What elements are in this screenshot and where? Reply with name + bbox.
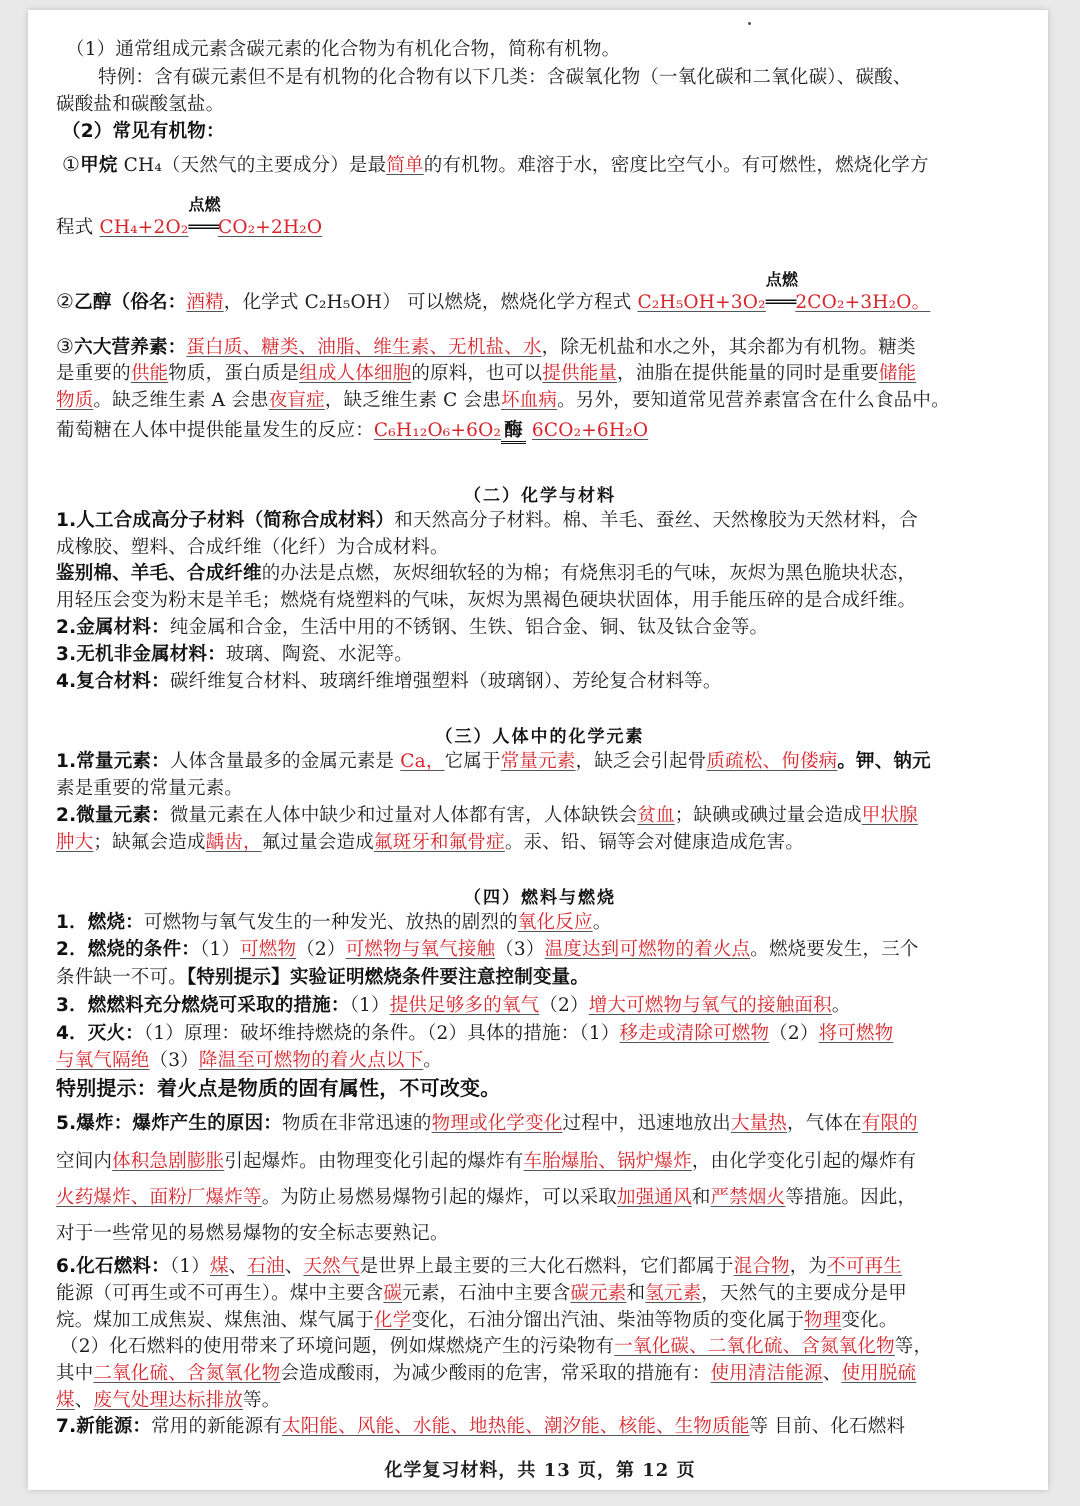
methane-equation-line: 程式 CH₄+2O₂ 点燃 ═══CO₂+2H₂O (56, 214, 1016, 241)
nutrients-line-3: 物质。缺乏维生素 A 会患夜盲症，缺乏维生素 C 会患坏血病。另外，要知道常见营养素富含在什么食品中。 (56, 390, 950, 411)
intro-line-1: （1）通常组成元素含碳元素的化合物为有机化合物，简称有机物。 (66, 39, 621, 60)
sec4-line-12: 6.化石燃料：（1）煤、石油、天然气是世界上最主要的三大化石燃料，它们都属于混合物，为不可再生 (56, 1256, 902, 1277)
page-footer: 化学复习材料，共 13 页，第 12 页 (384, 1460, 696, 1481)
section-3-title: （三）人体中的化学元素 (435, 727, 645, 747)
sec2-line-2: 成橡胶、塑料、合成纤维（化纤）为合成材料。 (56, 537, 449, 558)
sec3-line-4: 肿大；缺氟会造成龋齿，氟过量会造成氟斑牙和氟骨症。汞、铅、镉等会对健康造成危害。 (56, 832, 805, 853)
speck (748, 22, 751, 25)
sec3-line-1: 1.常量元素：人体含量最多的金属元素是 Ca，它属于常量元素，缺乏会引起骨质疏松、佝偻病。钾、钠元 (56, 751, 931, 772)
section-2-title: （二）化学与材料 (464, 486, 616, 506)
sec2-line-7: 4.复合材料：碳纤维复合材料、玻璃纤维增强塑料（玻璃钢）、芳纶复合材料等。 (56, 671, 722, 692)
sec4-line-3: 条件缺一不可。【特别提示】实验证明燃烧条件要注意控制变量。 (56, 967, 590, 988)
sec4-line-4: 3．燃燃料充分燃烧可采取的措施：（1）提供足够多的氧气（2）增大可燃物与氧气的接触面积。 (56, 995, 851, 1016)
sec4-line-1: 1．燃烧：可燃物与氧气发生的一种发光、放热的剧烈的氧化反应。 (56, 912, 612, 933)
sec4-line-11: 对于一些常见的易燃易爆物的安全标志要熟记。 (56, 1223, 449, 1244)
sec4-line-15: （2）化石燃料的使用带来了环境问题，例如煤燃烧产生的污染物有一氧化碳、二氧化硫、含氮氧化物等， (60, 1336, 933, 1357)
sec4-line-18: 7.新能源：常用的新能源有太阳能、风能、水能、地热能、潮汐能、核能、生物质能等 目前、化石燃料 (56, 1416, 906, 1437)
sec2-line-4: 用轻压会变为粉末是羊毛；燃烧有烧塑料的气味，灰烬为黑褐色硬块状固体，用手能压碎的是合成纤维。 (56, 590, 917, 611)
nutrients-line-2: 是重要的供能物质，蛋白质是组成人体细胞的原料，也可以提供能量，油脂在提供能量的同时是重要储能 (56, 363, 917, 384)
sec4-line-2: 2．燃烧的条件：（1）可燃物（2）可燃物与氧气接触（3）温度达到可燃物的着火点。燃烧要发生，三个 (56, 939, 919, 960)
ignition-point-tip: 特别提示：着火点是物质的固有属性，不可改变。 (56, 1076, 501, 1100)
common-organics-heading: （2）常见有机物： (62, 121, 225, 142)
sec4-line-6: 与氧气隔绝（3）降温至可燃物的着火点以下。 (56, 1050, 442, 1071)
methane-line-1: ①甲烷 CH₄（天然气的主要成分）是最简单的有机物。难溶于水，密度比空气小。有可燃性，燃烧化学方 (62, 152, 929, 176)
sec4-line-10: 火药爆炸、面粉厂爆炸等。为防止易燃易爆物引起的爆炸，可以采取加强通风和严禁烟火等措施。因此， (56, 1187, 917, 1208)
sec4-line-17: 煤、废气处理达标排放等。 (56, 1390, 281, 1411)
sec2-line-1: 1.人工合成高分子材料（简称合成材料）和天然高分子材料。棉、羊毛、蚕丝、天然橡胶为天然材料，合 (56, 510, 918, 531)
reaction-condition: 点燃 ═══ (188, 195, 221, 238)
sec3-line-2: 素是重要的常量元素。 (56, 778, 244, 799)
sec4-line-8: 5.爆炸：爆炸产生的原因：物质在非常迅速的物理或化学变化过程中，迅速地放出大量热，气体在有限的 (56, 1113, 918, 1134)
sec2-line-6: 3.无机非金属材料：玻璃、陶瓷、水泥等。 (56, 644, 413, 665)
sec3-line-3: 2.微量元素：微量元素在人体中缺少和过量对人体都有害，人体缺铁会贫血；缺碘或碘过量会造成甲状腺 (56, 805, 918, 826)
sec4-line-9: 空间内体积急剧膨胀引起爆炸。由物理变化引起的爆炸有车胎爆胎、锅炉爆炸，由化学变化引起的爆炸有 (56, 1151, 917, 1172)
sec2-line-5: 2.金属材料：纯金属和合金，生活中用的不锈钢、生铁、铝合金、铜、钛及钛合金等。 (56, 617, 769, 638)
ethanol-line: ②乙醇（俗名：酒精，化学式 C₂H₅OH） 可以燃烧，燃烧化学方程式 C₂H₅OH+3O₂ 点燃 ═══2CO₂+3H₂O。 (56, 288, 1016, 316)
sec4-line-16: 其中二氧化硫、含氮氧化物会造成酸雨，为减少酸雨的危害，常采取的措施有：使用清洁能源、使用脱硫 (56, 1363, 917, 1384)
nutrients-line-4: 葡萄糖在人体中提供能量发生的反应：C₆H₁₂O₆+6O₂ 酶 6CO₂+6H₂O (56, 417, 1016, 444)
reaction-condition: 点燃 ═══ (765, 270, 799, 313)
intro-line-2: 特例：含有碳元素但不是有机物的化合物有以下几类：含碳氧化物（一氧化碳和二氧化碳）、碳酸、 (98, 67, 912, 88)
reaction-condition: 酶 (501, 417, 526, 444)
sec4-line-5: 4．灭火：（1）原理：破坏维持燃烧的条件。（2）具体的措施：（1）移走或清除可燃物（2）将可燃物 (56, 1023, 894, 1044)
sec2-line-3: 鉴别棉、羊毛、合成纤维的办法是点燃，灰烬细软轻的为棉；有烧焦羽毛的气味，灰烬为黑色脆块状态， (56, 563, 917, 584)
nutrients-line-1: ③六大营养素：蛋白质、糖类、油脂、维生素、无机盐、水，除无机盐和水之外，其余都为有机物。糖类 (56, 334, 916, 358)
sec4-line-13: 能源（可再生或不可再生）。煤中主要含碳元素，石油中主要含碳元素和氢元素，天然气的主要成分是甲 (56, 1283, 907, 1304)
sec4-line-14: 烷。煤加工成焦炭、煤焦油、煤气属于化学变化，石油分馏出汽油、柴油等物质的变化属于物理变化。 (56, 1310, 898, 1331)
section-4-title: （四）燃料与燃烧 (464, 888, 616, 908)
intro-line-3: 碳酸盐和碳酸氢盐。 (56, 94, 225, 115)
